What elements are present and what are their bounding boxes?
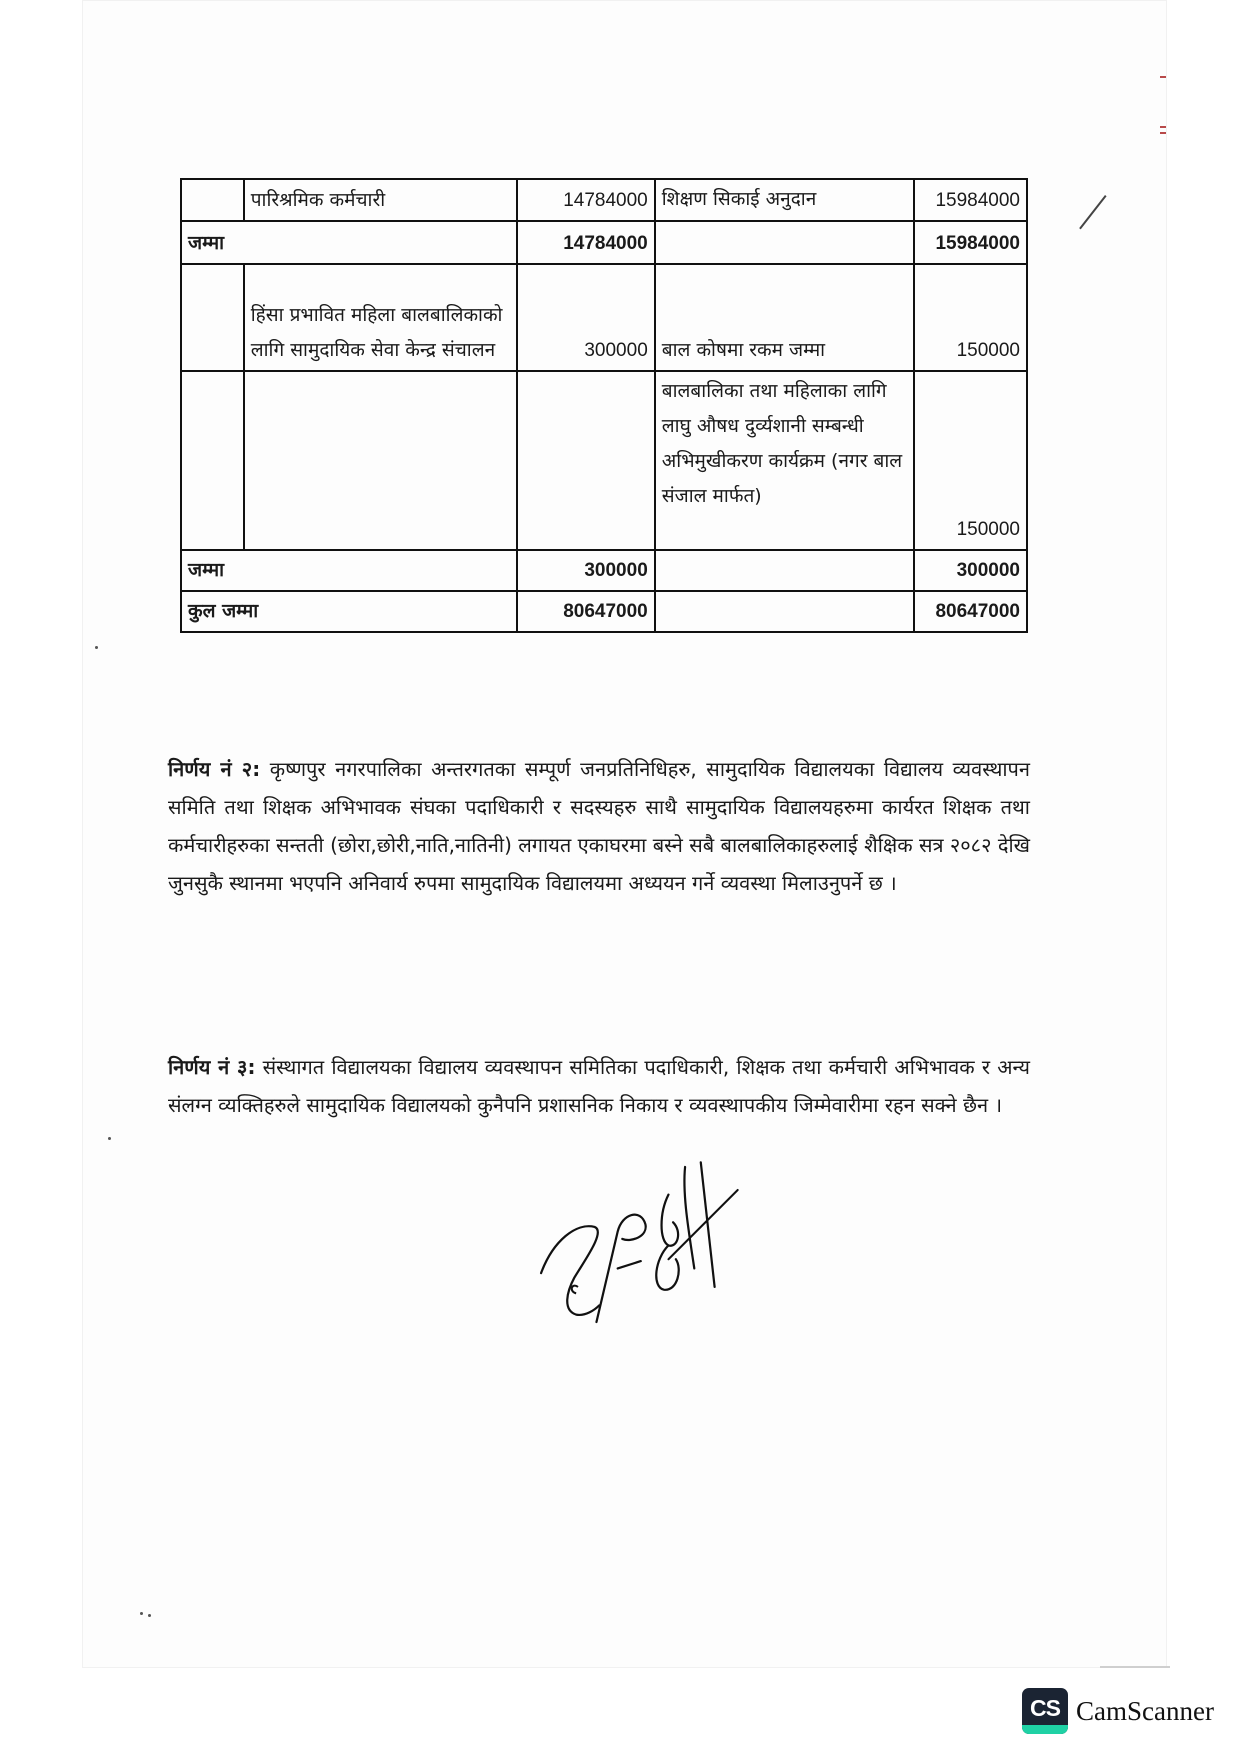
decision-2-paragraph xyxy=(168,750,1030,902)
margin-mark xyxy=(1160,132,1166,134)
expense-grandtotal: 80647000 xyxy=(517,591,655,632)
income-amount-cell: 150000 xyxy=(914,371,1027,550)
expense-amount-cell: 14784000 xyxy=(517,179,655,221)
income-title-cell: शिक्षण सिकाई अनुदान xyxy=(655,179,914,221)
subtotal-label: जम्मा xyxy=(181,221,517,264)
expense-title-cell xyxy=(244,371,517,550)
income-title-cell xyxy=(655,591,914,632)
scan-speck xyxy=(108,1137,111,1140)
expense-title-cell: पारिश्रमिक कर्मचारी xyxy=(244,179,517,221)
serial-cell xyxy=(181,264,244,371)
income-title-cell: बाल कोषमा रकम जम्मा xyxy=(655,264,914,371)
serial-cell xyxy=(181,179,244,221)
income-title-cell: बालबालिका तथा महिलाका लागि लाघु औषध दुर्व्यशानी सम्बन्धी अभिमुखीकरण कार्यक्रम (नगर बाल संजाल मार्फत) xyxy=(655,371,914,550)
scan-speck xyxy=(140,1612,143,1615)
income-title-cell xyxy=(655,221,914,264)
serial-cell xyxy=(181,371,244,550)
decision-2-text: कृष्णपुर नगरपालिका अन्तरगतका सम्पूर्ण जनप्रतिनिधिहरु, सामुदायिक विद्यालयका विद्यालय व्यवस्थापन समिति तथा शिक्षक अभिभावक संघका पदाधिकारी र सदस्यहरु साथै सामुदायिक विद्यालयहरुमा कार्यरत शिक्षक तथा कर्मचारीहरुका सन्तती (छोरा,छोरी,नाति,नातिनी) लगायत एकाघरमा बस्ने सबै बालबालिकाहरुलाई शैक्षिक सत्र २०८२ देखि जुनसुकै स्थानमा भएपनि अनिवार्य रुपमा सामुदायिक विद्यालयमा अध्ययन गर्ने व्यवस्था मिलाउनुपर्ने छ । xyxy=(168,757,1030,895)
income-title-cell xyxy=(655,550,914,591)
income-amount-cell: 150000 xyxy=(914,264,1027,371)
decision-3-label: निर्णय नं ३: xyxy=(168,1055,256,1079)
subtotal-label: जम्मा xyxy=(181,550,517,591)
expense-title-cell: हिंसा प्रभावित महिला बालबालिकाको लागि सामुदायिक सेवा केन्द्र संचालन xyxy=(244,264,517,371)
signature xyxy=(530,1150,770,1350)
income-grandtotal: 80647000 xyxy=(914,591,1027,632)
table-row xyxy=(181,179,1027,221)
camscanner-brand: CamScanner xyxy=(1076,1695,1214,1726)
subtotal-row xyxy=(181,221,1027,264)
camscanner-watermark xyxy=(1022,1688,1214,1734)
grandtotal-label: कुल जम्मा xyxy=(181,591,517,632)
page-edge-shadow xyxy=(1100,1666,1170,1668)
expense-amount-cell: 300000 xyxy=(517,264,655,371)
table-row xyxy=(181,264,1027,371)
income-subtotal: 300000 xyxy=(914,550,1027,591)
budget-table xyxy=(180,178,1028,633)
expense-subtotal: 300000 xyxy=(517,550,655,591)
scan-speck xyxy=(95,646,98,649)
decision-2-label: निर्णय नं २: xyxy=(168,757,261,781)
expense-amount-cell xyxy=(517,371,655,550)
income-subtotal: 15984000 xyxy=(914,221,1027,264)
margin-mark xyxy=(1160,76,1166,78)
table-row xyxy=(181,371,1027,550)
scan-speck xyxy=(148,1614,151,1617)
subtotal-row xyxy=(181,550,1027,591)
camscanner-logo-icon xyxy=(1022,1688,1068,1734)
income-amount-cell: 15984000 xyxy=(914,179,1027,221)
margin-mark xyxy=(1160,126,1166,128)
camscanner-logo-text: CS xyxy=(1030,1694,1060,1721)
grandtotal-row xyxy=(181,591,1027,632)
decision-3-paragraph xyxy=(168,1048,1030,1124)
expense-subtotal: 14784000 xyxy=(517,221,655,264)
decision-3-text: संस्थागत विद्यालयका विद्यालय व्यवस्थापन समितिका पदाधिकारी, शिक्षक तथा कर्मचारी अभिभावक र अन्य संलग्न व्यक्तिहरुले सामुदायिक विद्यालयको कुनैपनि प्रशासनिक निकाय र व्यवस्थापकीय जिम्मेवारीमा रहन सक्ने छैन । xyxy=(168,1055,1031,1117)
